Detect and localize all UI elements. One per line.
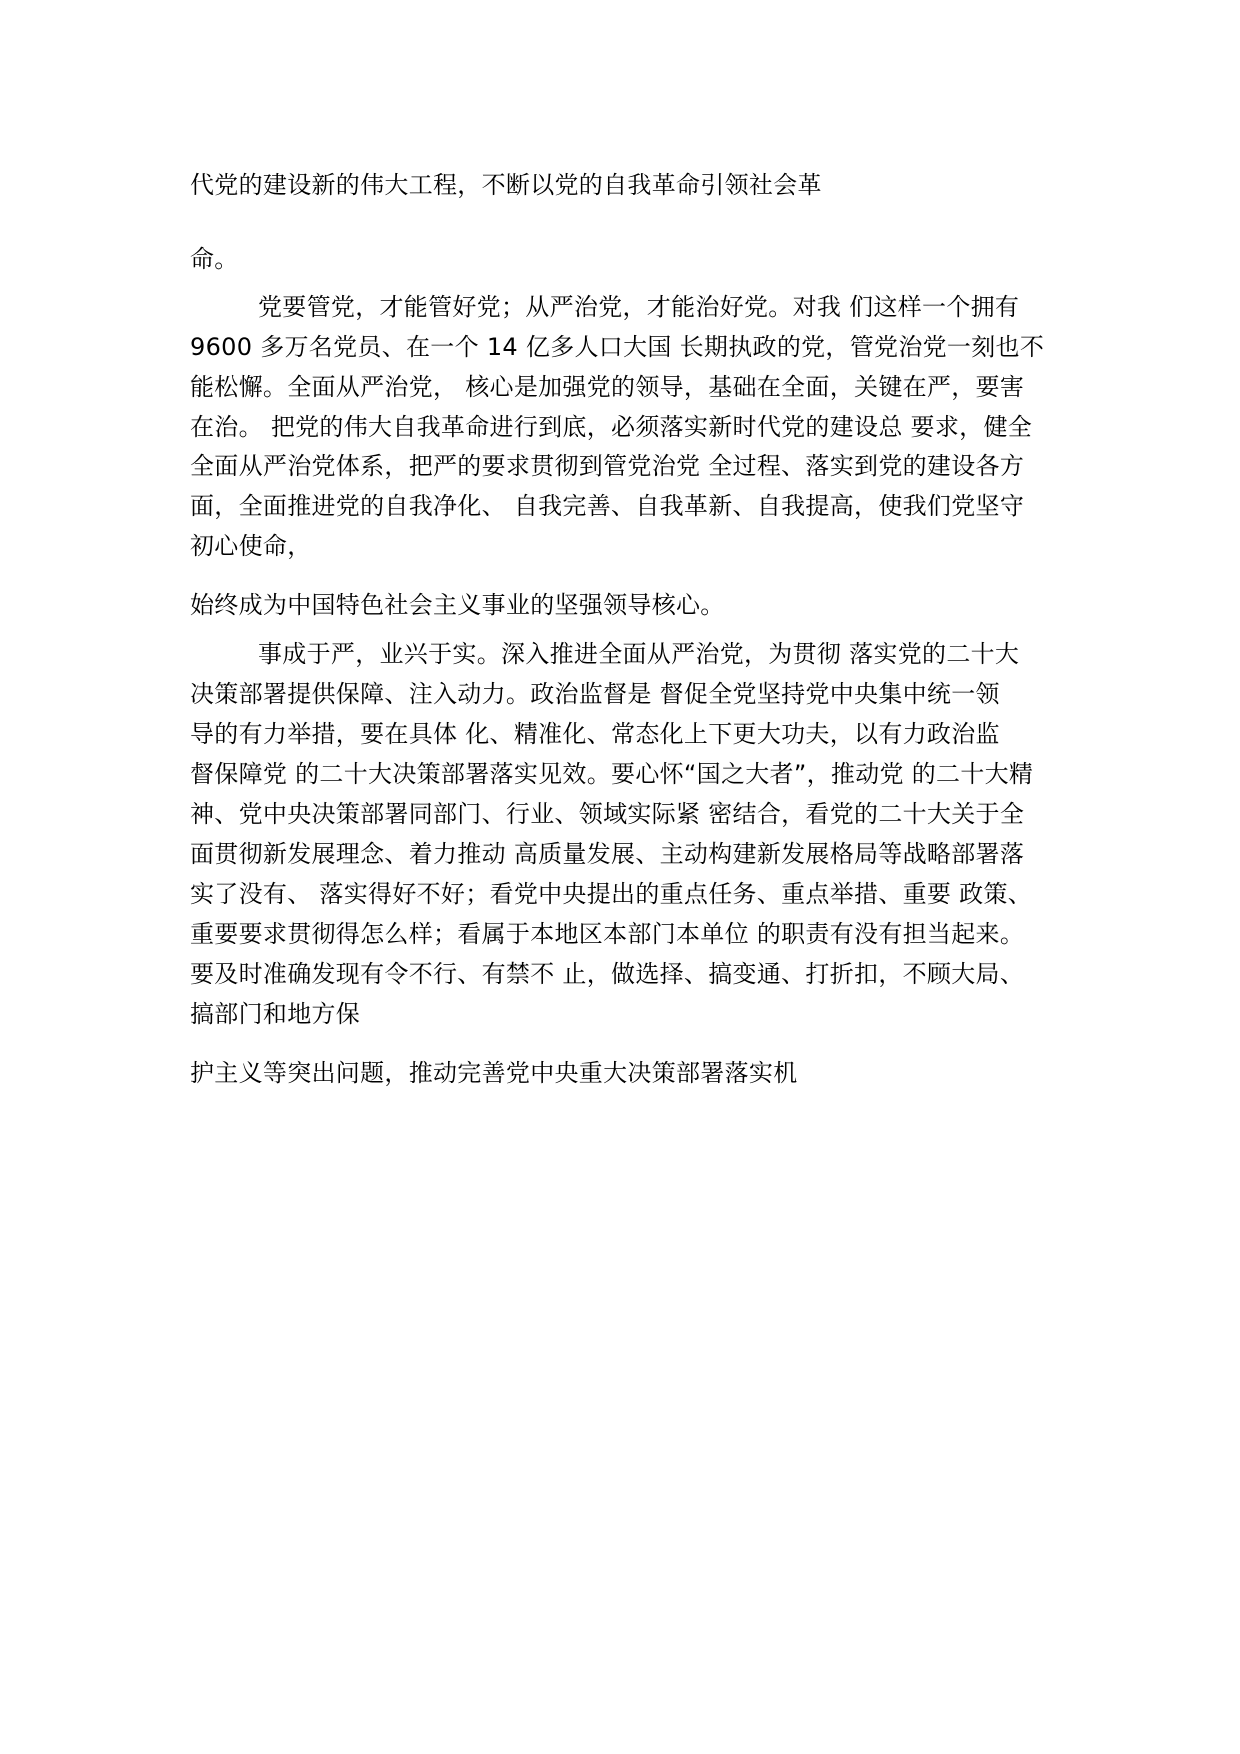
text-line: 面，全面推进党的自我净化、 自我完善、自我革新、自我提高，使我们党坚守: [190, 492, 1025, 520]
text-line: 命。: [190, 245, 239, 273]
text-line: 要及时准确发现有令不行、有禁不 止，做选择、搞变通、打折扣，不顾大局、: [190, 960, 1025, 988]
text-line: 代党的建设新的伟大工程，不断以党的自我革命引领社会革: [190, 171, 822, 199]
text-line: 9600 多万名党员、在一个 14 亿多人口大国 长期执政的党，管党治党一刻也不: [190, 333, 1045, 361]
text-line: 在治。 把党的伟大自我革命进行到底，必须落实新时代党的建设总 要求，健全: [190, 413, 1033, 441]
text-line: 神、党中央决策部署同部门、行业、领域实际紧 密结合，看党的二十大关于全: [190, 800, 1025, 828]
text-line: 全面从严治党体系，把严的要求贯彻到管党治党 全过程、落实到党的建设各方: [190, 452, 1025, 480]
paragraph-start-line: 事成于严，业兴于实。深入推进全面从严治党，为贯彻 落实党的二十大: [258, 640, 1020, 668]
text-line: 初心使命，: [190, 532, 312, 560]
text-line: 导的有力举措，要在具体 化、精准化、常态化上下更大功夫，以有力政治监: [190, 720, 1000, 748]
text-line: 搞部门和地方保: [190, 1000, 361, 1028]
text-line: 重要要求贯彻得怎么样；看属于本地区本部门本单位 的职责有没有担当起来。: [190, 920, 1025, 948]
text-line: 决策部署提供保障、注入动力。政治监督是 督促全党坚持党中央集中统一领: [190, 680, 1000, 708]
text-line: 面贯彻新发展理念、着力推动 高质量发展、主动构建新发展格局等战略部署落: [190, 840, 1025, 868]
text-line: 始终成为中国特色社会主义事业的坚强领导核心。: [190, 591, 725, 619]
text-line: 能松懈。全面从严治党， 核心是加强党的领导，基础在全面，关键在严，要害: [190, 373, 1025, 401]
text-line: 实了没有、 落实得好不好；看党中央提出的重点任务、重点举措、重要 政策、: [190, 880, 1033, 908]
text-line: 护主义等突出问题，推动完善党中央重大决策部署落实机: [190, 1059, 798, 1087]
paragraph-start-line: 党要管党，才能管好党；从严治党，才能治好党。对我 们这样一个拥有: [258, 293, 1020, 321]
text-line: 督保障党 的二十大决策部署落实见效。要心怀“国之大者”，推动党 的二十大精: [190, 760, 1034, 788]
